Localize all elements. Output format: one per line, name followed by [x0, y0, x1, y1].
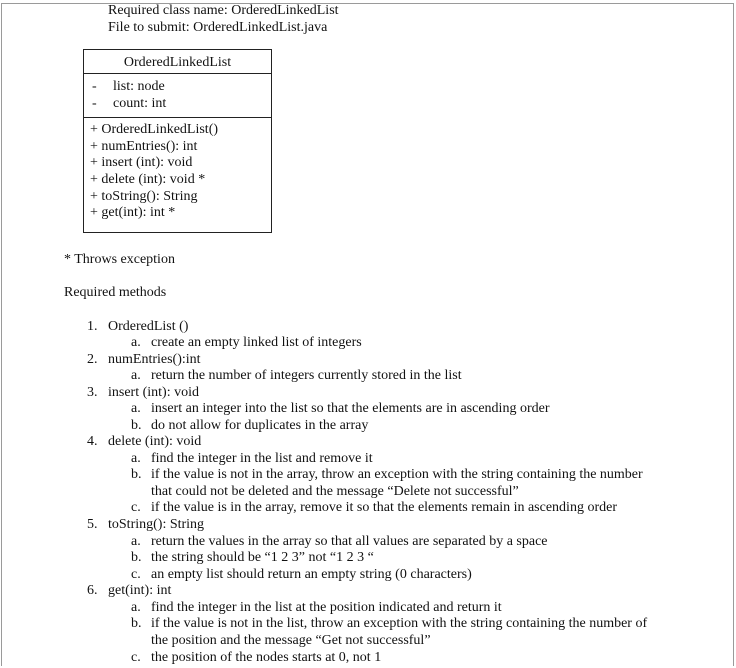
throws-exception-note: * Throws exception [64, 252, 175, 267]
method-number: 6. [87, 583, 98, 598]
item-text-continued: the position and the message “Get not successful” [151, 633, 431, 648]
uml-class-title: OrderedLinkedList [123, 55, 232, 70]
uml-method: + insert (int): void [90, 155, 193, 170]
file-to-submit: File to submit: OrderedLinkedList.java [108, 20, 328, 35]
uml-method: + toString(): String [90, 189, 198, 204]
method-title: insert (int): void [108, 385, 199, 400]
required-class-name: Required class name: OrderedLinkedList [108, 3, 339, 18]
item-text: return the values in the array so that all values are separated by a space [151, 534, 548, 549]
item-letter: a. [131, 600, 141, 615]
uml-attribute-marker: - [92, 79, 97, 94]
item-text: an empty list should return an empty string (0 characters) [151, 567, 472, 582]
uml-attribute: list: node [113, 79, 165, 94]
item-text: the string should be “1 2 3” not “1 2 3 “ [151, 550, 374, 565]
item-letter: b. [131, 418, 142, 433]
method-number: 4. [87, 434, 98, 449]
method-number: 3. [87, 385, 98, 400]
method-number: 2. [87, 352, 98, 367]
item-letter: c. [131, 650, 141, 665]
method-title: toString(): String [108, 517, 205, 532]
uml-method: + get(int): int * [90, 205, 176, 220]
item-letter: a. [131, 534, 141, 549]
item-letter: a. [131, 451, 141, 466]
method-title: get(int): int [108, 583, 172, 598]
item-text-continued: that could not be deleted and the message “Delete not successful” [151, 484, 519, 499]
item-letter: c. [131, 567, 141, 582]
item-letter: b. [131, 550, 142, 565]
uml-method: + numEntries(): int [90, 139, 198, 154]
item-letter: c. [131, 500, 141, 515]
uml-method: + delete (int): void * [90, 172, 206, 187]
item-letter: b. [131, 616, 142, 631]
item-text: find the integer in the list at the position indicated and return it [151, 600, 502, 615]
uml-attribute: count: int [113, 96, 167, 111]
method-title: OrderedList () [108, 319, 189, 334]
item-letter: b. [131, 467, 142, 482]
item-text: the position of the nodes starts at 0, not 1 [151, 650, 382, 665]
method-title: numEntries():int [108, 352, 201, 367]
uml-attribute-marker: - [92, 96, 97, 111]
uml-divider [84, 117, 271, 118]
item-letter: a. [131, 368, 141, 383]
item-text: create an empty linked list of integers [151, 335, 362, 350]
item-text: if the value is not in the list, throw an exception with the string containing the number of [151, 616, 648, 631]
item-text: if the value is not in the array, throw an exception with the string containing the number [151, 467, 643, 482]
item-text: return the number of integers currently stored in the list [151, 368, 462, 383]
item-text: do not allow for duplicates in the array [151, 418, 369, 433]
method-title: delete (int): void [108, 434, 202, 449]
method-number: 1. [87, 319, 98, 334]
item-text: if the value is in the array, remove it so that the elements remain in ascending order [151, 500, 617, 515]
uml-method: + OrderedLinkedList() [90, 122, 219, 137]
uml-divider [84, 73, 271, 74]
section-title: Required methods [64, 285, 167, 300]
method-number: 5. [87, 517, 98, 532]
item-letter: a. [131, 335, 141, 350]
item-text: find the integer in the list and remove it [151, 451, 373, 466]
item-text: insert an integer into the list so that the elements are in ascending order [151, 401, 550, 416]
item-letter: a. [131, 401, 141, 416]
uml-class-diagram [83, 49, 272, 233]
